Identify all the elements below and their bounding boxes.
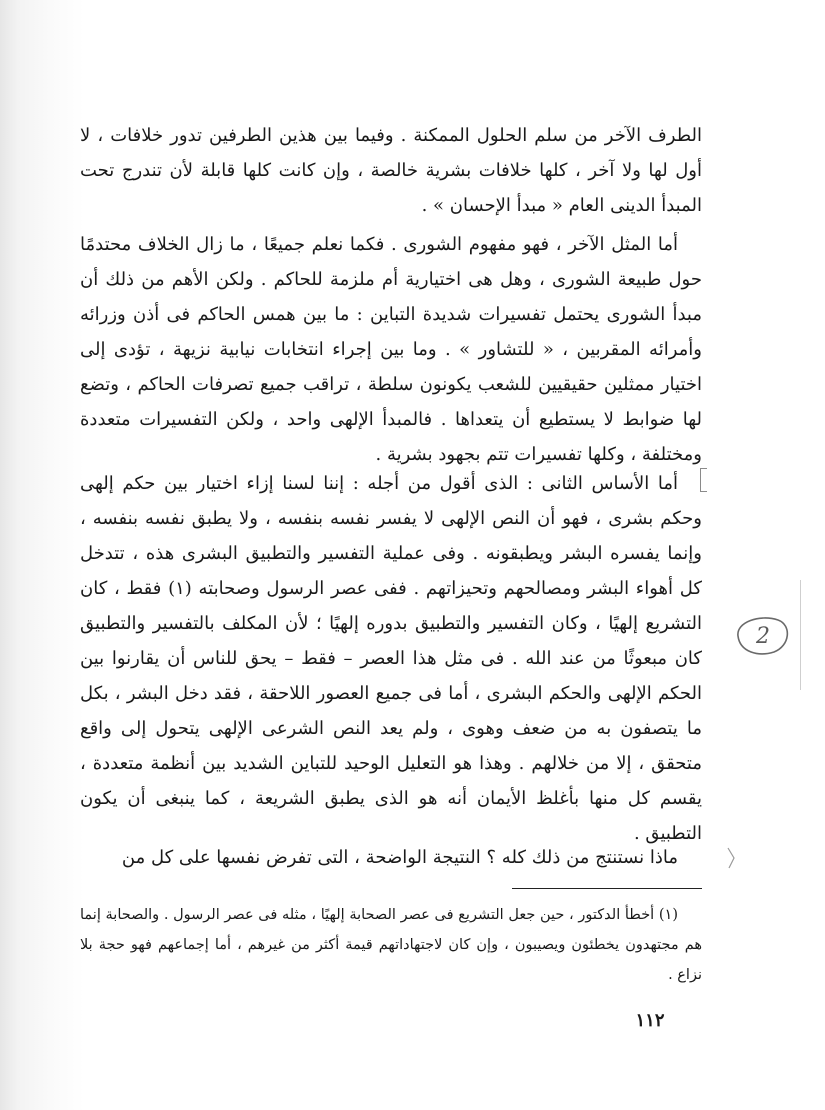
margin-tick-mark [726,846,736,870]
margin-fold-line [800,580,801,690]
paragraph-4: ماذا نستنتج من ذلك كله ؟ النتيجة الواضحة ، التى تفرض نفسها على كل من [121,847,678,868]
page-number: ١١٢ [635,1010,665,1031]
scan-shadow-edge [0,0,84,1110]
margin-annotation-text: 2 [756,624,770,649]
footnote-divider [512,888,702,889]
footnote-text: (١) أخطأ الدكتور ، حين جعل التشريع فى عصر الصحابة إلهيًا ، مثله فى عصر الرسول . والصحابة إنما هم مجتهدون يخطئون ويصيبون ، وإن كان لاجتهاداتهم قيمة أكثر من غيرهم ، أما إجماعهم فهو حجة بلا نزاع . [80,907,702,983]
handwritten-circled-number-icon [730,612,794,658]
paragraph-1: الطرف الآخر من سلم الحلول الممكنة . وفيما بين هذين الطرفين تدور خلافات ، لا أول لها ولا آخر ، كلها خلافات بشرية خالصة ، وإن كانت كلها قابلة لأن تندرج تحت المبدأ الدينى العام « مبدأ الإحسان » . [80,125,702,216]
paragraph-3: أما الأساس الثانى : الذى أقول من أجله : إننا لسنا إزاء اختيار بين حكم إلهى وحكم بشرى ، فهو أن النص الإلهى لا يفسر نفسه بنفسه ، ولا يطبق نفسه بنفسه ، وإنما يفسره البشر ويطبقونه . وفى عملية التفسير والتطبيق البشرى هذه ، تتدخل كل أهواء البشر ومصالحهم وتحيزاتهم . ففى عصر الرسول وصحابته (١) فقط ، كان التشريع إلهيًا ، وكان التفسير والتطبيق بدوره إلهيًا ؛ لأن المكلف بالتفسير والتطبيق كان مبعوثًا من عند الله . فى مثل هذا العصر – فقط – يحق للناس أن يقارنوا بين الحكم الإلهى والحكم البشرى ، أما فى جميع العصور اللاحقة ، فقد دخل البشر ، بكل ما يتصفون به من ضعف وهوى ، ولم يعد النص الشرعى الإلهى يتحول إلى واقع متحقق ، إلا من خلالهم . وهذا هو التعليل الوحيد للتباين الشديد بين أنظمة متعددة ، يقسم كل منها بأغلظ الأيمان أنه هو الذى يطبق الشريعة ، كما ينبغى أن يكون التطبيق . [80,473,702,844]
paragraph-2: أما المثل الآخر ، فهو مفهوم الشورى . فكما نعلم جميعًا ، ما زال الخلاف محتدمًا حول طبيعة الشورى ، وهل هى اختيارية أم ملزمة للحاكم . ولكن الأهم من ذلك أن مبدأ الشورى يحتمل تفسيرات شديدة التباين : ما بين همس الحاكم فى أذن وزرائه وأمرائه المقربين ، « للتشاور » . وما بين إجراء انتخابات نيابية نزيهة ، تؤدى إلى اختيار ممثلين حقيقيين للشعب يكونون سلطة ، تراقب جميع تصرفات الحاكم ، وتضع لها ضوابط لا يستطيع أن يتعداها . فالمبدأ الإلهى واحد ، ولكن التفسيرات متعددة ومختلفة ، وكلها تفسيرات تتم بجهود بشرية . [80,234,702,465]
